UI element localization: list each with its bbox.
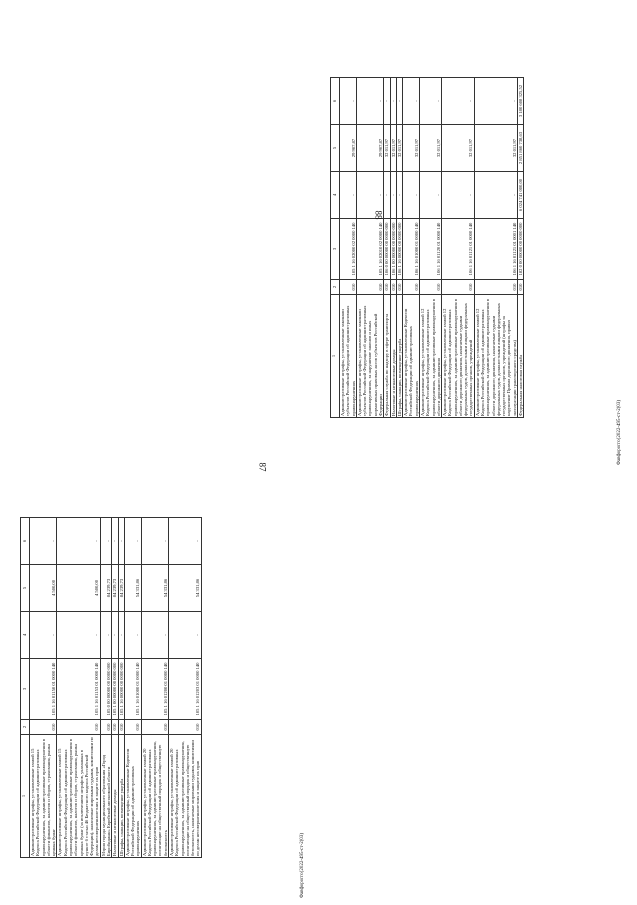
row-c5: 29 907,87 bbox=[340, 125, 357, 172]
row-code: 106 0 00 00000 00 0000 000 bbox=[384, 219, 390, 280]
row-name: Штрафы, санкции, возмещение ущерба bbox=[118, 735, 124, 858]
row-c6: - bbox=[356, 78, 383, 125]
row-line: 010 bbox=[403, 280, 420, 295]
row-line: 010 bbox=[141, 720, 168, 735]
row-name: Федеральная налоговая служба bbox=[518, 295, 524, 418]
row-c5: 32 011,97 bbox=[403, 125, 420, 172]
row-code: 105 1 16 00000 00 0000 000 bbox=[118, 659, 124, 720]
row-c5: 32 011,97 bbox=[396, 125, 402, 172]
col-header: 3 bbox=[21, 659, 30, 720]
col-header: 1 bbox=[21, 735, 30, 858]
row-name: Административные штрафы, установленные главой 12 Кодекса Российской Федерации об административных правонарушениях, за административные правонарушения в области дорожного движения bbox=[419, 295, 441, 418]
row-code: 105 1 16 02010 02 0000 140 bbox=[356, 219, 383, 280]
row-c4: - bbox=[419, 172, 441, 219]
row-c4: - bbox=[124, 612, 141, 659]
row-c6: - bbox=[403, 78, 420, 125]
table-row bbox=[356, 78, 383, 418]
row-line: 010 bbox=[356, 280, 383, 295]
row-line: 010 bbox=[118, 720, 124, 735]
row-code: 105 1 16 01153 01 0000 140 bbox=[57, 659, 100, 720]
row-c4: - bbox=[30, 612, 57, 659]
table-row bbox=[30, 518, 57, 858]
table-row bbox=[100, 518, 112, 858]
row-c5: 4 500,00 bbox=[57, 565, 100, 612]
row-c6: - bbox=[442, 78, 475, 125]
row-c4: - bbox=[118, 612, 124, 659]
row-code: 106 1 16 01121 01 0000 140 bbox=[442, 219, 475, 280]
table-row bbox=[442, 78, 475, 418]
col-header: 6 bbox=[21, 518, 30, 565]
col-header: 1 bbox=[331, 295, 340, 418]
row-code: 106 1 16 00000 00 0000 000 bbox=[396, 219, 402, 280]
col-header: 6 bbox=[331, 78, 340, 125]
row-c6: - bbox=[396, 78, 402, 125]
col-header: 5 bbox=[21, 565, 30, 612]
row-c5: 4 500,00 bbox=[30, 565, 57, 612]
header-row bbox=[331, 78, 340, 418]
row-name: Административные штрафы, установленные законами субъектов Российской Федерации об административных правонарушениях bbox=[340, 295, 357, 418]
row-c5: 32 011,97 bbox=[384, 125, 390, 172]
row-c5: 54 331,86 bbox=[124, 565, 141, 612]
row-name: Налоговые и неналоговые доходы bbox=[112, 735, 118, 858]
row-c5: 2 851 860 738,63 bbox=[518, 125, 524, 172]
row-c4: - bbox=[403, 172, 420, 219]
row-c6: - bbox=[169, 518, 202, 565]
row-name: Административные штрафы, установленные Кодексом Российской Федерации об административных правонарушениях bbox=[403, 295, 420, 418]
row-c4: - bbox=[112, 612, 118, 659]
row-line: 010 bbox=[124, 720, 141, 735]
row-line: 010 bbox=[100, 720, 112, 735]
col-header: 4 bbox=[21, 612, 30, 659]
row-name: Административные штрафы, установленные Кодексом Российской Федерации об административных правонарушениях bbox=[124, 735, 141, 858]
row-code: 182 0 00 00000 00 0000 000 bbox=[518, 219, 524, 280]
row-c4: - bbox=[390, 172, 396, 219]
table-row bbox=[57, 518, 100, 858]
row-line: 010 bbox=[442, 280, 475, 295]
col-header: 2 bbox=[21, 720, 30, 735]
row-code: 105 1 16 01150 01 0000 140 bbox=[30, 659, 57, 720]
row-line: 010 bbox=[396, 280, 402, 295]
row-name: Административные штрафы, установленные главой 20 Кодекса Российской Федерации об административных правонарушениях, за административные правонарушения, посягающие на общественный порядок и общественную безопасность, налагаемые мировыми судьями, комиссиями по делам несовершеннолетних и защите их прав bbox=[169, 735, 202, 858]
row-c4: 6 024 741 000,00 bbox=[518, 172, 524, 219]
row-name: Административные штрафы, установленные главой 12 Кодекса Российской Федерации об административных правонарушениях, за административные правонарушения в области дорожного движения, налагаемые судьями федеральных судов, должностными лицами федеральных государственных органов, учреждений (штрафы за нарушение Правил дорожного движения, правил эксплуатации транспортного средства) bbox=[474, 295, 517, 418]
table-row bbox=[518, 78, 524, 418]
row-line: 010 bbox=[474, 280, 517, 295]
col-header: 5 bbox=[331, 125, 340, 172]
row-line: 010 bbox=[112, 720, 118, 735]
row-name: Административные штрафы, установленные главой 12 Кодекса Российской Федерации об административных правонарушениях, за административные правонарушения в области дорожного движения, налагаемые судьями федеральных судов, должностными лицами федеральных государственных органов, учреждений bbox=[442, 295, 475, 418]
row-c4: - bbox=[384, 172, 390, 219]
row-c4: - bbox=[100, 612, 112, 659]
row-c5: 32 011,97 bbox=[419, 125, 441, 172]
row-name: Административные штрафы, установленные главой 15 Кодекса Российской Федерации об административных правонарушениях, за административные правонарушения в области финансов, налогов и сборов, страхования, рынка ценных бумаг bbox=[30, 735, 57, 858]
table-row bbox=[340, 78, 357, 418]
row-c5: 32 011,97 bbox=[390, 125, 396, 172]
table-row bbox=[169, 518, 202, 858]
col-header: 4 bbox=[331, 172, 340, 219]
row-c6: 3 180 608 325,52 bbox=[518, 78, 524, 125]
row-c6: - bbox=[141, 518, 168, 565]
row-c5: 84 239,73 bbox=[112, 565, 118, 612]
row-c4: - bbox=[141, 612, 168, 659]
row-c4: - bbox=[474, 172, 517, 219]
row-code: 106 1 16 01000 01 0000 140 bbox=[403, 219, 420, 280]
row-c4: - bbox=[442, 172, 475, 219]
row-c5: 32 011,97 bbox=[474, 125, 517, 172]
row-line: 010 bbox=[384, 280, 390, 295]
row-c4: - bbox=[57, 612, 100, 659]
row-line: 010 bbox=[390, 280, 396, 295]
row-name: Административные штрафы, установленные главой 15 Кодекса Российской Федерации об административных правонарушениях, за административные правонарушения в области финансов, налогов и сборов, страхования, рынка ценных бумаг (за исключением штрафов, указанных в пункте 6 статьи 46 Бюджетного кодекса Российской Федерации), налагаемые мировыми судьями, комиссиями по делам несовершеннолетних и защите их прав bbox=[57, 735, 100, 858]
table-row bbox=[403, 78, 420, 418]
table-row bbox=[474, 78, 517, 418]
page-87 bbox=[20, 453, 315, 858]
row-line: 010 bbox=[57, 720, 100, 735]
row-c6: - bbox=[100, 518, 112, 565]
row-c6: - bbox=[124, 518, 141, 565]
row-code: 106 1 16 01120 01 0000 140 bbox=[419, 219, 441, 280]
table-row bbox=[141, 518, 168, 858]
row-name: Налоговые и неналоговые доходы bbox=[390, 295, 396, 418]
row-c6: - bbox=[384, 78, 390, 125]
row-code: 105 1 16 01000 01 0000 140 bbox=[124, 659, 141, 720]
row-code: 106 1 00 00000 00 0000 000 bbox=[390, 219, 396, 280]
row-c6: - bbox=[390, 78, 396, 125]
row-line: 010 bbox=[419, 280, 441, 295]
row-c6: - bbox=[30, 518, 57, 565]
row-line: 010 bbox=[30, 720, 57, 735]
row-c6: - bbox=[340, 78, 357, 125]
table-page-88 bbox=[330, 77, 524, 418]
row-name: Административные штрафы, установленные законами субъектов Российской Федерации об административных правонарушениях, за нарушение законов и иных нормативных правовых актов субъектов Российской Федерации bbox=[356, 295, 383, 418]
row-c5: 54 331,86 bbox=[169, 565, 202, 612]
page-number-88: 88 bbox=[373, 210, 384, 220]
row-name: Мэрия города муниципального образования «Город Биробиджан» Еврейской автономной области bbox=[100, 735, 112, 858]
table-row bbox=[124, 518, 141, 858]
row-code: 105 1 16 02000 02 0000 140 bbox=[340, 219, 357, 280]
row-c6: - bbox=[118, 518, 124, 565]
row-c6: - bbox=[419, 78, 441, 125]
row-c4: - bbox=[356, 172, 383, 219]
row-c4: - bbox=[396, 172, 402, 219]
table-page-87 bbox=[20, 517, 202, 858]
row-c6: - bbox=[112, 518, 118, 565]
row-line: 010 bbox=[169, 720, 202, 735]
footer-87: Фавфорогго(2022-495-ст-2(03) bbox=[300, 832, 305, 898]
row-name: Административные штрафы, установленные главой 20 Кодекса Российской Федерации об административных правонарушениях, за административные правонарушения, посягающие на общественный порядок и общественную безопасность bbox=[141, 735, 168, 858]
row-c5: 54 331,86 bbox=[141, 565, 168, 612]
row-code: 106 1 16 01121 01 0001 140 bbox=[474, 219, 517, 280]
row-c4: - bbox=[340, 172, 357, 219]
row-c5: 32 011,97 bbox=[442, 125, 475, 172]
row-c5: 84 239,73 bbox=[100, 565, 112, 612]
table-row bbox=[419, 78, 441, 418]
row-c5: 84 239,73 bbox=[118, 565, 124, 612]
page-number-87: 87 bbox=[257, 462, 268, 472]
row-c4: - bbox=[169, 612, 202, 659]
footer-88: Фавфорогго(2022-495-ст-2(03) bbox=[617, 399, 622, 465]
row-c5: 29 907,87 bbox=[356, 125, 383, 172]
row-code: 105 1 16 01200 01 0000 140 bbox=[141, 659, 168, 720]
row-line: 010 bbox=[518, 280, 524, 295]
row-code: 105 1 16 01203 01 0000 140 bbox=[169, 659, 202, 720]
header-row bbox=[21, 518, 30, 858]
row-line: 010 bbox=[340, 280, 357, 295]
row-name: Штрафы, санкции, возмещение ущерба bbox=[396, 295, 402, 418]
row-c6: - bbox=[474, 78, 517, 125]
row-code: 105 0 00 00000 00 0000 000 bbox=[100, 659, 112, 720]
row-c6: - bbox=[57, 518, 100, 565]
col-header: 2 bbox=[331, 280, 340, 295]
col-header: 3 bbox=[331, 219, 340, 280]
row-name: Федеральная служба по надзору в сфере транспорта bbox=[384, 295, 390, 418]
row-code: 105 1 00 00000 00 0000 000 bbox=[112, 659, 118, 720]
